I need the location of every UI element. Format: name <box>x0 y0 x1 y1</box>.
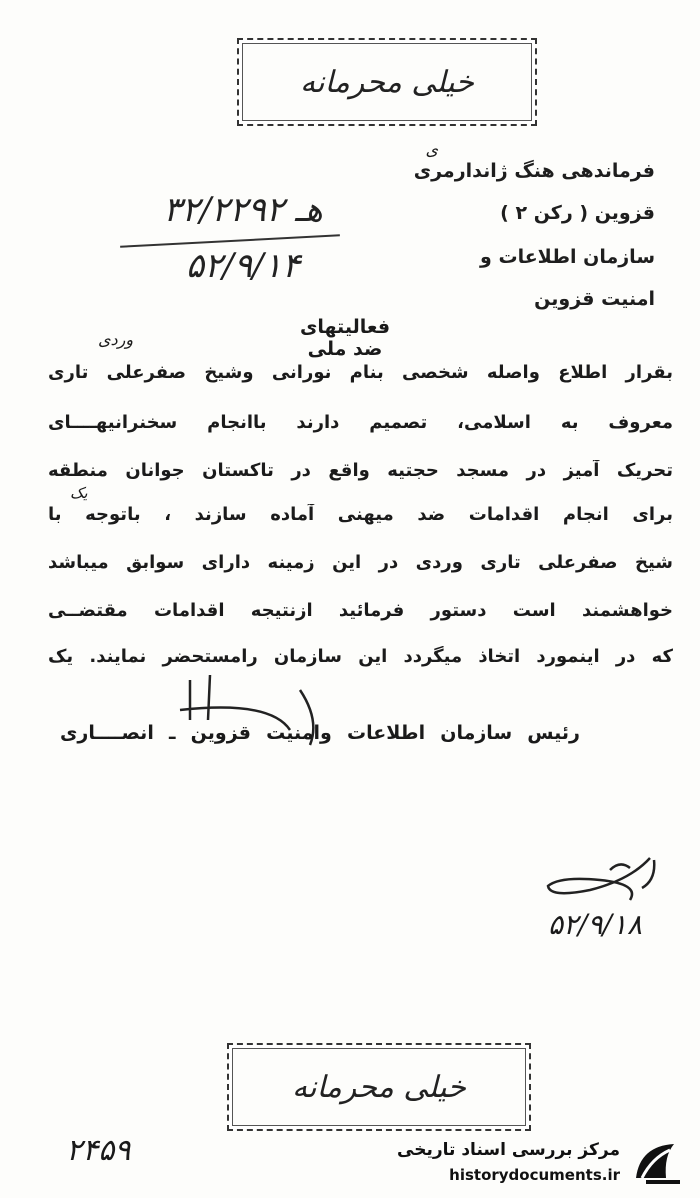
body-line-6: خواهشمند است دستور فرمائید ازنتیجه اقدامات مقتضــی <box>48 600 673 621</box>
subject-title: فعالیتهای ضد ملی <box>299 316 391 360</box>
signature-date: ۵۲/۹/۱۸ <box>547 908 643 941</box>
archive-logo-icon <box>630 1138 686 1188</box>
handwritten-annotation-yek: یک <box>70 484 88 502</box>
body-line-2: معروف به اسلامی، تصمیم دارند باانجام سخنرانیهــــای <box>48 412 673 433</box>
archive-name: مرکز بررسی اسناد تاریخی <box>397 1140 620 1160</box>
confidential-stamp-top: خیلی محرمانه <box>237 38 537 126</box>
archive-url[interactable]: historydocuments.ir <box>449 1166 620 1184</box>
addressee-line-1: فرماندهی هنگ ژاندارمری <box>413 160 655 182</box>
body-line-1: بقرار اطلاع واصله شخصی بنام نورانی وشیخ صفرعلی تاری <box>48 362 673 383</box>
addressee-line-3: سازمان اطلاعات و <box>480 246 655 268</box>
handwritten-annotation-top: ی <box>425 140 438 159</box>
handwritten-signature-icon <box>530 850 670 910</box>
archive-footer <box>397 1136 690 1190</box>
body-line-5: شیخ صفرعلی تاری وردی در این زمینه دارای سوابق میباشد <box>48 552 673 573</box>
body-line-7: که در اینمورد اتخاذ میگردد این سازمان رامستحضر نمایند. یک <box>48 646 673 667</box>
body-line-4: برای انجام اقدامات ضد میهنی آماده سازند ، باتوجه با <box>48 504 673 525</box>
addressee-line-2: قزوین ( رکن ۲ ) <box>500 202 655 224</box>
reference-number: ۳۲/۲۲۹۲ هـ <box>163 190 323 230</box>
confidential-stamp-bottom: خیلی محرمانه <box>227 1043 531 1131</box>
handwritten-annotation-vardi: وردی <box>98 330 134 349</box>
addressee-line-4: امنیت قزوین <box>534 288 655 310</box>
body-line-3: تحریک آمیز در مسجد حجتیه واقع در تاکستان جوانان منطقه <box>48 460 673 481</box>
page-number: ۲۴۵۹ <box>66 1133 131 1168</box>
signer-title: رئیس سازمان اطلاعات وامنیت قزوین ـ انصــــاری <box>60 722 580 744</box>
reference-date: ۵۲/۹/۱۴ <box>185 246 301 286</box>
